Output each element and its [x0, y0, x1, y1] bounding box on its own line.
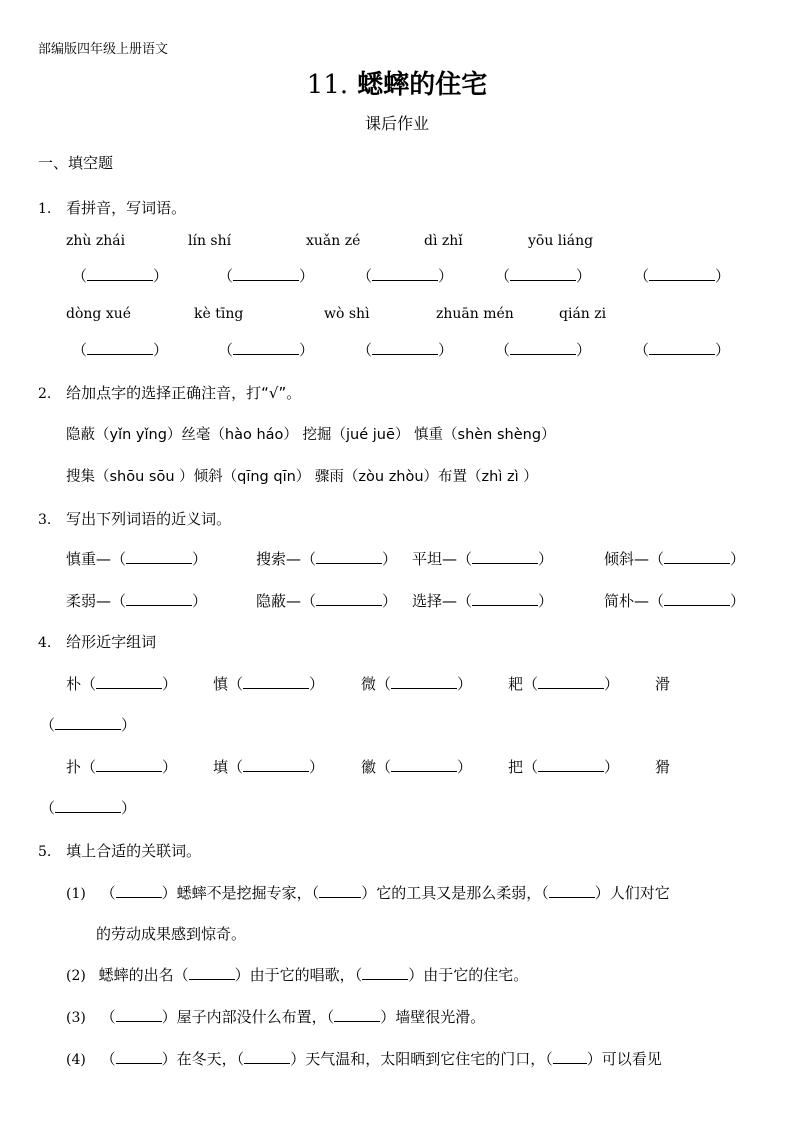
- answer-blank[interactable]: （ ）: [40, 799, 137, 817]
- question-number: 4.: [38, 635, 52, 651]
- question-3: [38, 508, 231, 529]
- pinyin-item: wò shì: [324, 306, 370, 322]
- pronunciation-line: 搜集（shōu sōu ）倾斜（qīng qīn） 骤雨（zòu zhòu）布置（zhì zì ）: [66, 469, 538, 485]
- question-5: [38, 840, 201, 861]
- sub-question-4: (4) （ ）在冬天，（ ）天气温和，太阳晒到它住宅的门口，（ ）可以看见: [66, 1050, 662, 1068]
- question-2: [38, 382, 301, 403]
- char-item[interactable]: 耙（ ）: [508, 675, 620, 693]
- question-number: 3.: [38, 512, 52, 528]
- sub-question-1: (1) （ ）蟋蟀不是挖掘专家，（ ）它的工具又是那么柔弱，（ ）人们对它: [66, 884, 670, 902]
- page-title: [0, 64, 794, 101]
- header-note: 部编版四年级上册语文: [38, 42, 169, 57]
- question-1: [38, 197, 186, 218]
- synonym-item[interactable]: 慎重—（ ）: [66, 550, 208, 568]
- char-item[interactable]: 微（ ）: [361, 675, 473, 693]
- char-item[interactable]: 徽（ ）: [361, 758, 473, 776]
- question-number: 5.: [38, 844, 52, 860]
- question-prompt: 填上合适的关联词。: [66, 842, 202, 860]
- char-item: 猾: [655, 758, 671, 776]
- question-4: [38, 631, 156, 652]
- sub-question-3: (3) （ ）屋子内部没什么布置，（ ）墙壁很光滑。: [66, 1008, 486, 1026]
- sub-question-2: (2) 蟋蟀的出名（ ）由于它的唱歌，（ ）由于它的住宅。: [66, 966, 529, 984]
- pinyin-item: zhuān mén: [436, 306, 514, 322]
- pronunciation-line: 隐蔽（yǐn yǐng）丝毫（hào háo） 挖掘（jué juē） 慎重（shèn shèng）: [66, 427, 556, 443]
- pinyin-item: lín shí: [188, 233, 232, 249]
- char-item[interactable]: 慎（ ）: [213, 675, 325, 693]
- title-number: 11.: [306, 70, 349, 100]
- question-prompt: 给形近字组词: [66, 633, 157, 651]
- question-number: 1.: [38, 201, 52, 217]
- pinyin-item: yōu liáng: [528, 233, 594, 249]
- answer-blank[interactable]: （ ）: [72, 267, 169, 285]
- char-item[interactable]: 朴（ ）: [66, 675, 178, 693]
- pinyin-item: qián zi: [559, 306, 607, 322]
- answer-blank[interactable]: （ ）: [72, 341, 169, 359]
- answer-blank[interactable]: （ ）: [40, 716, 137, 734]
- question-prompt: 看拼音，写词语。: [66, 199, 187, 217]
- pinyin-item: xuǎn zé: [306, 233, 361, 249]
- synonym-item[interactable]: 选择—（ ）: [412, 592, 554, 610]
- answer-blank[interactable]: （ ）: [218, 341, 315, 359]
- char-item[interactable]: 扑（ ）: [66, 758, 178, 776]
- sub-question-1-continued: 的劳动成果感到惊奇。: [96, 925, 247, 943]
- answer-blank[interactable]: （ ）: [357, 267, 454, 285]
- answer-blank[interactable]: （ ）: [634, 341, 731, 359]
- synonym-item[interactable]: 隐蔽—（ ）: [256, 592, 398, 610]
- answer-blank[interactable]: （ ）: [495, 341, 592, 359]
- synonym-item[interactable]: 柔弱—（ ）: [66, 592, 208, 610]
- pinyin-item: zhù zhái: [66, 233, 126, 249]
- answer-blank[interactable]: （ ）: [357, 341, 454, 359]
- pinyin-item: dòng xué: [66, 306, 132, 322]
- answer-blank[interactable]: （ ）: [495, 267, 592, 285]
- char-item: 滑: [655, 675, 671, 693]
- section-heading: 一、填空题: [38, 154, 114, 172]
- synonym-item[interactable]: 平坦—（ ）: [412, 550, 554, 568]
- question-prompt: 给加点字的选择正确注音，打“√”。: [66, 384, 302, 402]
- synonym-item[interactable]: 搜索—（ ）: [256, 550, 398, 568]
- question-prompt: 写出下列词语的近义词。: [66, 510, 232, 528]
- char-item[interactable]: 填（ ）: [213, 758, 325, 776]
- answer-blank[interactable]: （ ）: [634, 267, 731, 285]
- synonym-item[interactable]: 简朴—（ ）: [604, 592, 746, 610]
- char-item[interactable]: 把（ ）: [508, 758, 620, 776]
- title-text: 蟋蟀的住宅: [357, 70, 488, 100]
- page-subtitle: 课后作业: [364, 114, 429, 133]
- question-number: 2.: [38, 386, 52, 402]
- pinyin-item: dì zhǐ: [424, 233, 463, 249]
- synonym-item[interactable]: 倾斜—（ ）: [604, 550, 746, 568]
- pinyin-item: kè tīng: [194, 306, 244, 322]
- answer-blank[interactable]: （ ）: [218, 267, 315, 285]
